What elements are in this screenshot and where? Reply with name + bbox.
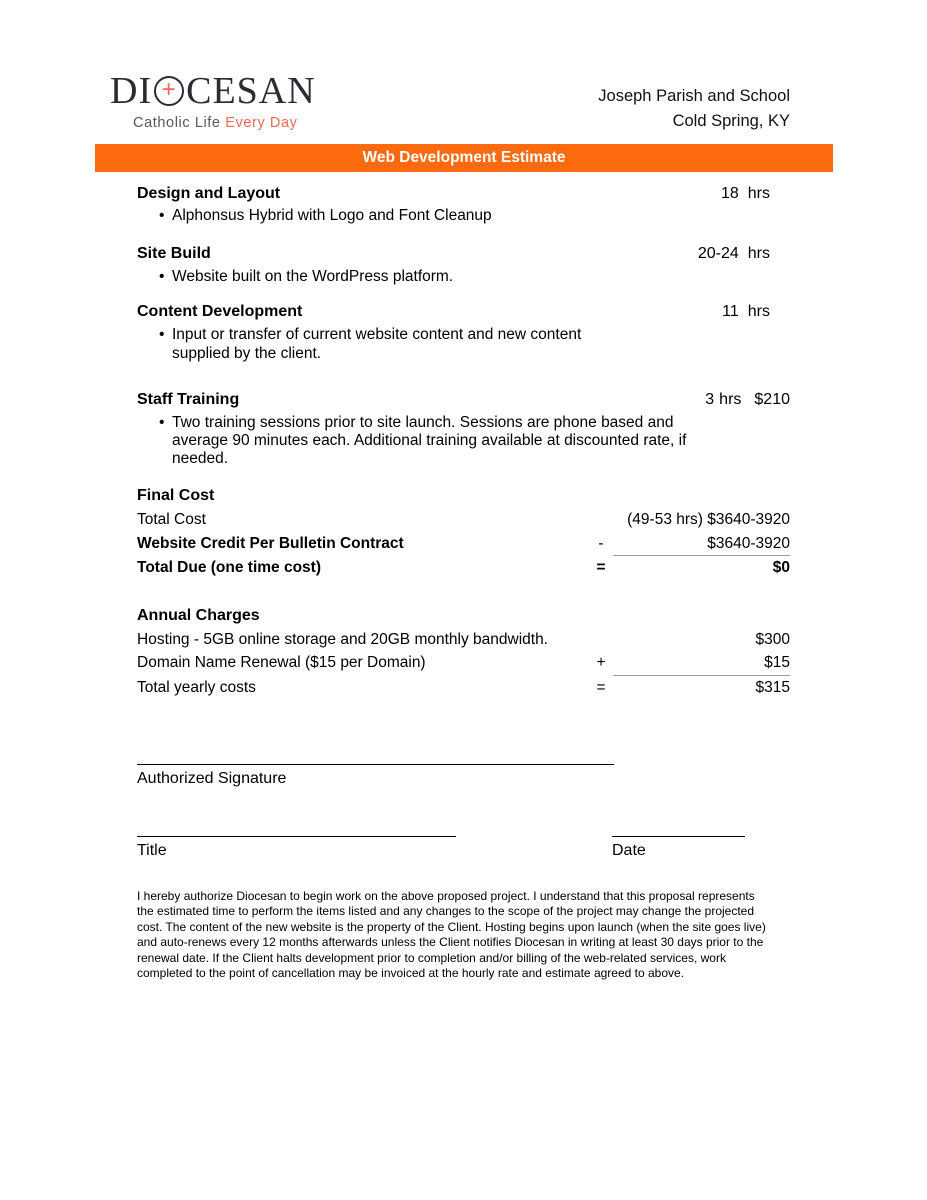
title-line — [137, 836, 456, 837]
hours-unit: hrs — [747, 185, 770, 202]
annual-charges-heading: Annual Charges — [137, 606, 260, 624]
final-cost-heading: Final Cost — [137, 487, 215, 505]
row-value: $300 — [755, 630, 790, 648]
diocesan-logo — [110, 72, 316, 131]
section-hours — [721, 184, 790, 204]
table-row-total-due — [137, 556, 790, 580]
hours-value: 18 — [720, 185, 739, 202]
document-title-banner — [95, 144, 833, 172]
hours-unit: hrs — [747, 245, 770, 263]
table-row-total-yearly — [137, 676, 790, 700]
list-item — [137, 268, 790, 286]
hours-value: 20-24 — [697, 245, 739, 263]
logo-wordmark — [110, 72, 316, 110]
list-item — [137, 207, 790, 225]
section-title: Design and Layout — [137, 185, 281, 202]
section-title: Content Development — [137, 303, 303, 321]
row-label: Website Credit Per Bulletin Contract — [137, 534, 404, 552]
section-hours-price — [705, 390, 790, 410]
row-label: Total yearly costs — [137, 678, 256, 696]
bullet-marker: • — [159, 326, 165, 344]
title-label: Title — [137, 842, 167, 859]
authorized-signature-label: Authorized Signature — [137, 770, 287, 787]
list-item — [137, 326, 624, 362]
section-site-build — [137, 244, 790, 264]
tagline-gray: Catholic Life — [133, 115, 221, 131]
cross-icon: + — [161, 76, 177, 103]
hours-unit: hrs — [719, 390, 742, 408]
bullet-text: Alphonsus Hybrid with Logo and Font Cleanup — [172, 207, 492, 224]
row-sign: - — [598, 534, 604, 552]
row-sign: = — [596, 678, 606, 696]
row-value: (49-53 hrs) $3640-3920 — [627, 511, 790, 529]
row-label: Domain Name Renewal ($15 per Domain) — [137, 654, 426, 672]
authorized-signature-line — [137, 764, 614, 765]
date-label: Date — [612, 842, 646, 859]
hours-unit: hrs — [747, 303, 770, 321]
row-sign: = — [596, 559, 606, 577]
section-hours — [698, 244, 790, 264]
document-title: Web Development Estimate — [362, 149, 566, 166]
table-row-domain-renewal — [137, 651, 790, 676]
section-design-and-layout — [137, 184, 790, 204]
list-item — [137, 414, 722, 469]
row-label: Hosting - 5GB online storage and 20GB monthly bandwidth. — [137, 630, 548, 648]
client-location: Cold Spring, KY — [672, 112, 790, 130]
section-content-development — [137, 302, 790, 322]
bullet-text: Input or transfer of current website content and new content supplied by the client. — [172, 326, 582, 362]
row-label: Total Due (one time cost) — [137, 559, 322, 577]
table-row-total-cost — [137, 508, 790, 532]
row-value: $315 — [755, 678, 790, 696]
logo-text-start: DI — [110, 70, 153, 112]
bullet-marker: • — [159, 413, 165, 431]
tagline-orange: Every Day — [225, 115, 298, 131]
row-label: Total Cost — [137, 511, 206, 529]
bullet-marker: • — [159, 207, 165, 224]
bullet-text: Website built on the WordPress platform. — [172, 268, 454, 286]
section-title: Site Build — [137, 245, 211, 263]
logo-text-end: CESAN — [186, 70, 316, 112]
bullet-marker: • — [159, 268, 165, 286]
section-staff-training — [137, 390, 790, 410]
section-title: Staff Training — [137, 390, 240, 408]
section-hours — [722, 302, 790, 322]
estimate-body — [137, 184, 790, 699]
client-name: Joseph Parish and School — [598, 87, 790, 105]
row-sign: + — [596, 654, 606, 672]
bullet-text: Two training sessions prior to site launch. Sessions are phone based and average 90 minutes each. Additional training available at discounted rate, if needed. — [172, 413, 687, 468]
table-row-website-credit — [137, 532, 790, 557]
row-value: $3640-3920 — [613, 532, 790, 557]
row-value: $0 — [772, 559, 790, 577]
price-value: $210 — [754, 390, 790, 408]
logo-cross-circle-icon — [154, 76, 184, 106]
hours-value: 3 — [705, 390, 715, 408]
table-row-hosting — [137, 628, 790, 652]
row-value: $15 — [613, 651, 790, 676]
date-line — [612, 836, 745, 837]
client-header — [598, 84, 790, 134]
hours-value: 11 — [722, 303, 739, 321]
logo-tagline — [110, 115, 316, 131]
authorization-terms-paragraph: I hereby authorize Diocesan to begin work on the above proposed project. I understand that this proposal represents the estimated time to perform the items listed and any changes to the scope of the project may change the projected cost. The content of the new website is the property of the Client. Hosting begins upon launch (when the site goes live) and auto-renews every 12 months afterwards unless the Client notifies Diocesan in writing at least 30 days prior to the renewal date. If the Client halts development prior to completion and/or billing of the web-related services, work completed to the point of cancellation may be invoiced at the hourly rate and estimate agreed to above. — [137, 889, 766, 981]
